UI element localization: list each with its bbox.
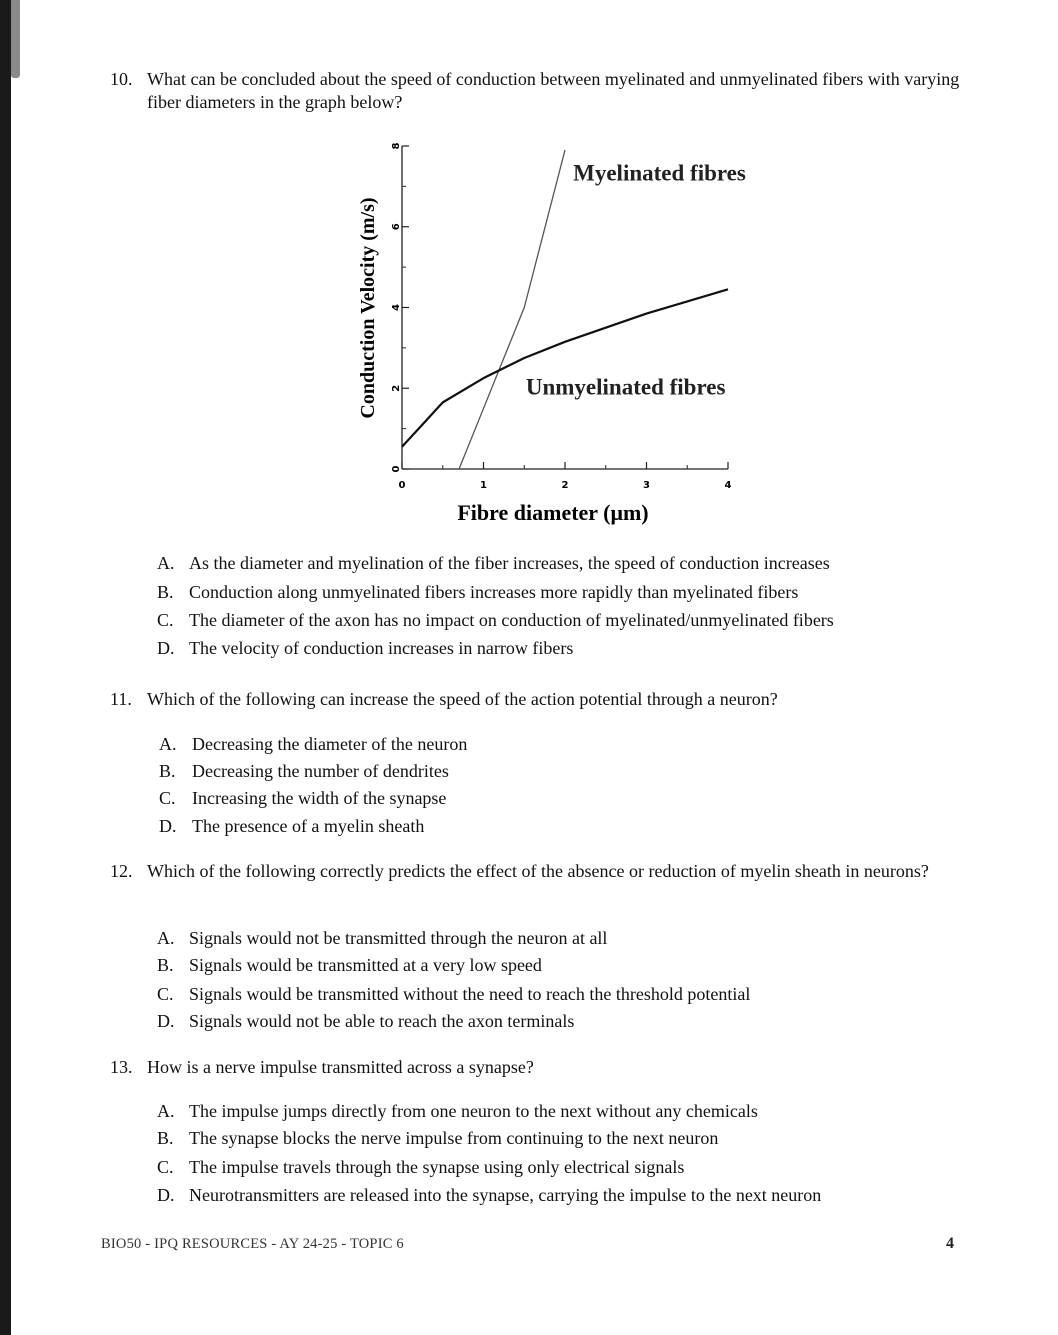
y-tick-label: 6 bbox=[391, 223, 402, 231]
option-text: The impulse travels through the synapse using only electrical signals bbox=[189, 1157, 685, 1177]
option-letter: B. bbox=[157, 582, 174, 602]
option-text: Neurotransmitters are released into the synapse, carrying the impulse to the next neuron bbox=[189, 1185, 822, 1205]
option-text: Decreasing the number of dendrites bbox=[192, 761, 449, 781]
option-letter: C. bbox=[157, 984, 174, 1004]
option-text: Signals would be transmitted at a very low speed bbox=[189, 955, 542, 975]
x-tick-label: 1 bbox=[480, 480, 487, 491]
option-text: The velocity of conduction increases in narrow fibers bbox=[189, 638, 574, 658]
y-tick-label: 8 bbox=[391, 142, 402, 150]
option-text: As the diameter and myelination of the fiber increases, the speed of conduction increases bbox=[189, 553, 830, 573]
question-text: Which of the following can increase the speed of the action potential through a neuron? bbox=[147, 689, 778, 709]
option-text: Signals would be transmitted without the need to reach the threshold potential bbox=[189, 984, 751, 1004]
series-label-myelinated: Myelinated fibres bbox=[573, 160, 746, 186]
x-axis-label: Fibre diameter (μm) bbox=[457, 500, 649, 525]
y-tick-label: 2 bbox=[391, 384, 402, 392]
scrollbar-thumb[interactable] bbox=[11, 0, 20, 78]
option-letter: B. bbox=[159, 761, 176, 781]
option-letter: A. bbox=[159, 734, 177, 754]
question-10 bbox=[110, 68, 990, 114]
series-label-unmyelinated: Unmyelinated fibres bbox=[525, 374, 726, 400]
option-letter: D. bbox=[157, 1185, 175, 1205]
option-letter: D. bbox=[157, 1011, 175, 1031]
x-tick-label: 2 bbox=[561, 480, 569, 491]
footer-course: BIO50 - IPQ RESOURCES - AY 24-25 - TOPIC 6 bbox=[101, 1236, 404, 1252]
myelinated-line bbox=[459, 150, 565, 469]
option-letter: D. bbox=[159, 816, 177, 836]
question-text: What can be concluded about the speed of conduction between myelinated and unmyelinated fibers with varying fiber diameters in the graph below? bbox=[147, 69, 960, 112]
option-letter: A. bbox=[157, 1101, 175, 1121]
unmyelinated-line bbox=[402, 289, 728, 446]
page-number: 4 bbox=[946, 1235, 954, 1252]
question-12 bbox=[110, 860, 990, 883]
option-text: Signals would not be transmitted through the neuron at all bbox=[189, 928, 608, 948]
y-tick-label: 4 bbox=[391, 304, 402, 311]
x-tick-label: 3 bbox=[643, 480, 650, 491]
option-letter: C. bbox=[159, 788, 176, 808]
option-letter: C. bbox=[157, 610, 174, 630]
option-text: Conduction along unmyelinated fibers increases more rapidly than myelinated fibers bbox=[189, 582, 799, 602]
x-tick-label: 0 bbox=[398, 480, 406, 491]
conduction-velocity-chart bbox=[330, 130, 800, 540]
option-text: The synapse blocks the nerve impulse from continuing to the next neuron bbox=[189, 1128, 719, 1148]
option-letter: C. bbox=[157, 1157, 174, 1177]
option-text: The presence of a myelin sheath bbox=[192, 816, 425, 836]
question-text: Which of the following correctly predicts the effect of the absence or reduction of myelin sheath in neurons? bbox=[147, 861, 929, 881]
option-letter: B. bbox=[157, 1128, 174, 1148]
question-number: 11. bbox=[110, 689, 132, 709]
option-text: Signals would not be able to reach the axon terminals bbox=[189, 1011, 575, 1031]
option-text: The impulse jumps directly from one neuron to the next without any chemicals bbox=[189, 1101, 758, 1121]
option-text: Increasing the width of the synapse bbox=[192, 788, 447, 808]
question-number: 13. bbox=[110, 1057, 133, 1077]
option-letter: A. bbox=[157, 928, 175, 948]
question-text: How is a nerve impulse transmitted across a synapse? bbox=[147, 1057, 534, 1077]
question-11 bbox=[110, 688, 990, 711]
y-axis-label: Conduction Velocity (m/s) bbox=[357, 197, 379, 419]
y-tick-label: 0 bbox=[391, 465, 402, 473]
option-text: The diameter of the axon has no impact on conduction of myelinated/unmyelinated fibers bbox=[189, 610, 834, 630]
option-text: Decreasing the diameter of the neuron bbox=[192, 734, 468, 754]
question-number: 12. bbox=[110, 861, 133, 881]
question-number: 10. bbox=[110, 69, 133, 89]
window-edge bbox=[0, 0, 11, 1335]
option-letter: B. bbox=[157, 955, 174, 975]
question-13 bbox=[110, 1056, 990, 1079]
option-letter: A. bbox=[157, 553, 175, 573]
option-letter: D. bbox=[157, 638, 175, 658]
x-tick-label: 4 bbox=[724, 480, 732, 491]
